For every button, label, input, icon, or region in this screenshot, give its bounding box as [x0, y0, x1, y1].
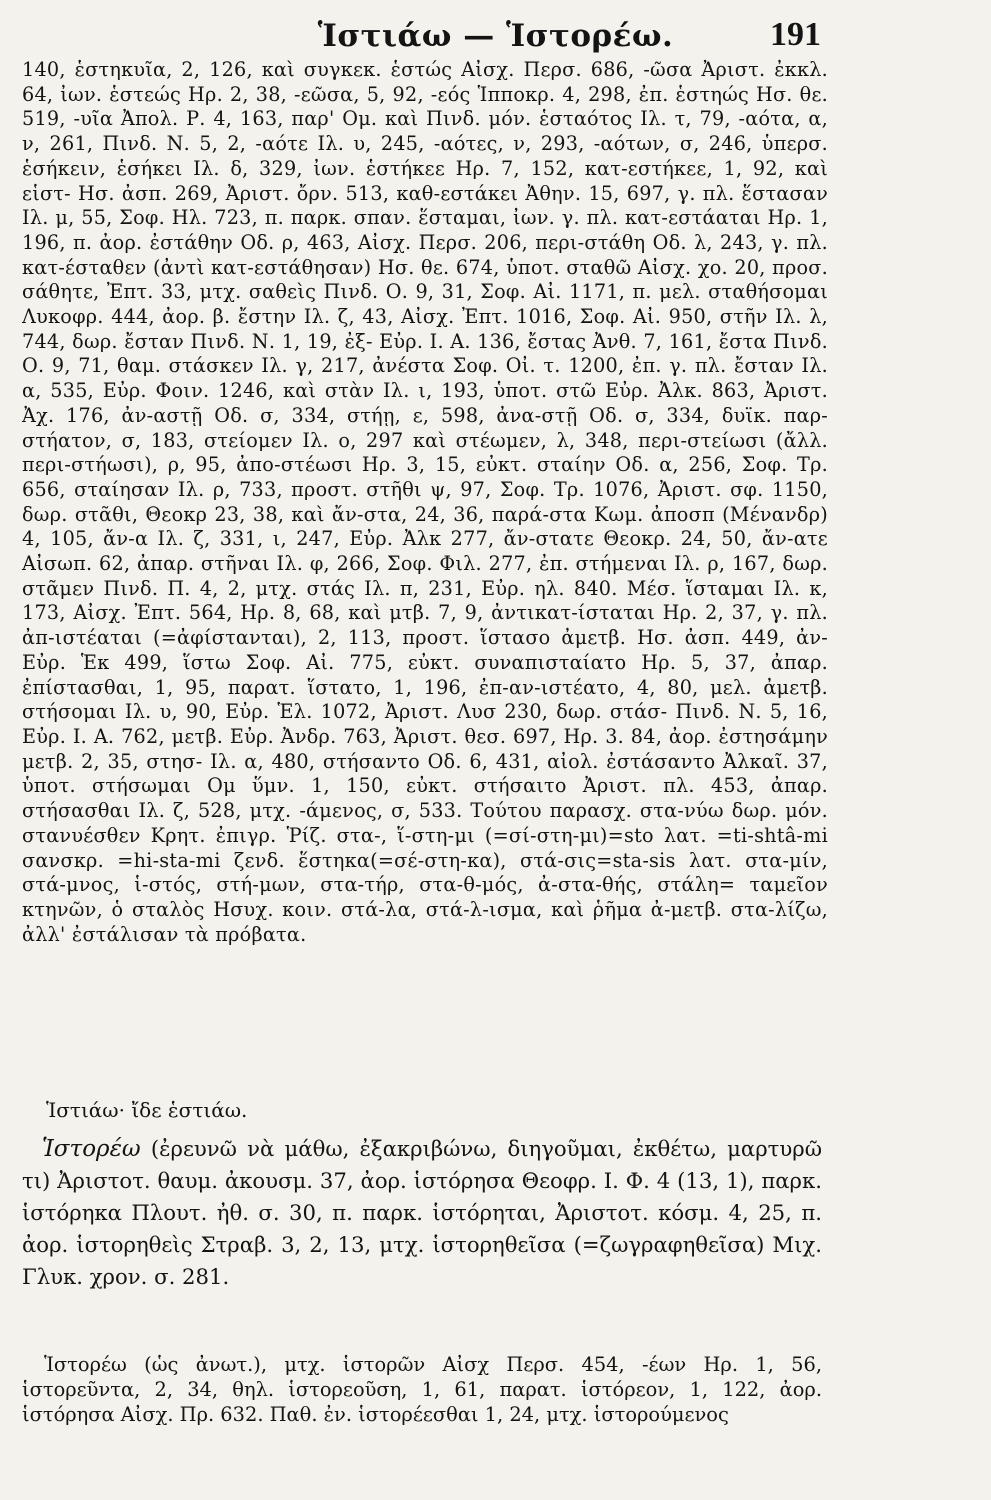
entry-historeo-ionic	[22, 1352, 822, 1427]
entry-histemi-continued	[22, 58, 828, 947]
entry-body: (ἐρευνῶ νὰ μάθω, ἐξακριβώνω, διηγοῦμαι, ἐκθέτω, μαρτυρῶ τι) Ἀριστοτ. θαυμ. ἀκουσμ. 37, ἀορ. ἱστόρησα Θεοφρ. Ι. Φ. 4 (13, 1), παρκ. ἱστόρηκα Πλουτ. ἠθ. σ. 30, π. παρκ. ἱστόρηται, Ἀριστοτ. κόσμ. 4, 25, π. ἀορ. ἱστορηθεὶς Στραβ. 3, 2, 13, μτχ. ἱστορηθεῖσα (=ζωγραφηθεῖσα) Μιχ. Γλυκ. χρον. σ. 281.	[22, 1136, 822, 1289]
entry-paragraph	[22, 1133, 822, 1293]
entry-text: 140, ἑστηκυῖα, 2, 126, καὶ συγκεκ. ἑστώς Αἰσχ. Περσ. 686, -ῶσα Ἀριστ. ἐκκλ. 64, ἰων. ἑστεώς Ηρ. 2, 38, -εῶσα, 5, 92, -εός Ἱπποκρ. 4, 298, ἐπ. ἑστηώς Ησ. θε. 519, -υῖα Ἀπολ. Ρ. 4, 163, παρ' Ομ. καὶ Πινδ. μόν. ἑσταότος Ιλ. τ, 79, -αότα, α, ν, 261, Πινδ. Ν. 5, 2, -αότε Ιλ. υ, 245, -αότες, ν, 293, -αότων, σ, 246, ὑπερσ. ἑσήκειν, ἑσήκει Ιλ. δ, 329, ἰων. ἑστήκεε Ηρ. 7, 152, κατ-εστήκεε, 1, 92, καὶ εἱστ- Ησ. ἀσπ. 269, Ἀριστ. ὄρν. 513, καθ-εστάκει Ἀθην. 15, 697, γ. πλ. ἕστασαν Ιλ. μ, 55, Σοφ. Ηλ. 723, π. παρκ. σπαν. ἕσταμαι, ἰων. γ. πλ. κατ-εστάαται Ηρ. 1, 196, π. ἀορ. ἐστάθην Οδ. ρ, 463, Αἰσχ. Περσ. 206, περι-στάθη Οδ. λ, 243, γ. πλ. κατ-έσταθεν (ἀντὶ κατ-εστάθησαν) Ησ. θε. 674, ὑποτ. σταθῶ Αἰσχ. χο. 20, προσ. σάθητε, Ἐπτ. 33, μτχ. σαθεὶς Πινδ. Ο. 9, 31, Σοφ. Αἰ. 1171, π. μελ. σταθήσομαι Λυκοφρ. 444, ἀορ. β. ἔστην Ιλ. ζ, 43, Αἰσχ. Ἐπτ. 1016, Σοφ. Αἰ. 950, στῆν Ιλ. λ, 744, δωρ. ἔσταν Πινδ. Ν. 1, 19, ἐξ- Εὐρ. Ι. Α. 136, ἔστας Ἀνθ. 7, 161, ἔστα Πινδ. Ο. 9, 71, θαμ. στάσκεν Ιλ. γ, 217, ἀνέστα Σοφ. Οἰ. τ. 1200, ἐπ. γ. πλ. ἔσταν Ιλ. α, 535, Εὐρ. Φοιν. 1246, καὶ στὰν Ιλ. ι, 193, ὑποτ. στῶ Εὐρ. Ἀλκ. 863, Ἀριστ. Ἀχ. 176, ἀν-αστῇ Οδ. σ, 334, στήῃ, ε, 598, ἀνα-στῇ Οδ. σ, 334, δυϊκ. παρ-στήατον, σ, 183, στείομεν Ιλ. ο, 297 καὶ στέωμεν, λ, 348, περι-στείωσι (ἄλλ. περι-στήωσι), ρ, 95, ἀπο-στέωσι Ηρ. 3, 15, εὐκτ. σταίην Οδ. α, 256, Σοφ. Τρ. 656, σταίησαν Ιλ. ρ, 733, προστ. στῆθι ψ, 97, Σοφ. Τρ. 1076, Ἀριστ. σφ. 1150, δωρ. στᾶθι, Θεοκρ 23, 38, καὶ ἄν-στα, 24, 36, παρά-στα Κωμ. ἀποσπ (Μένανδρ) 4, 105, ἄν-α Ιλ. ζ, 331, ι, 247, Εὐρ. Ἀλκ 277, ἄν-στατε Θεοκρ. 24, 50, ἄν-ατε Αἰσωπ. 62, ἀπαρ. στῆναι Ιλ. φ, 266, Σοφ. Φιλ. 277, ἐπ. στήμεναι Ιλ. ρ, 167, δωρ. στᾶμεν Πινδ. Π. 4, 2, μτχ. στάς Ιλ. π, 231, Εὐρ. ηλ. 840. Μέσ. ἵσταμαι Ιλ. κ, 173, Αἰσχ. Ἐπτ. 564, Ηρ. 8, 68, καὶ μτβ. 7, 9, ἀντικατ-ίσταται Ηρ. 2, 37, γ. πλ. ἀπ-ιστέαται (=ἀφίστανται), 2, 113, προστ. ἵστασο ἀμετβ. Ησ. ἀσπ. 449, ἀν- Εὐρ. Ἑκ 499, ἵστω Σοφ. Αἰ. 775, εὐκτ. συναπισταίατο Ηρ. 5, 37, ἀπαρ. ἐπίστασθαι, 1, 95, παρατ. ἵστατο, 1, 196, ἐπ-αν-ιστέατο, 4, 80, μελ. ἀμετβ. στήσομαι Ιλ. υ, 90, Εὐρ. Ἑλ. 1072, Ἀριστ. Λυσ 230, δωρ. στάσ- Πινδ. Ν. 5, 16, Εὐρ. Ι. Α. 762, μετβ. Εὐρ. Ἀνδρ. 763, Ἀριστ. θεσ. 697, Ηρ. 3. 84, ἀορ. ἐστησάμην μετβ. 2, 35, στησ- Ιλ. α, 480, στήσαντο Οδ. 6, 431, αἰολ. ἐστάσαντο Ἀλκαῖ. 37, ὑποτ. στήσωμαι Ομ ὕμν. 1, 150, εὐκτ. στήσαιτο Ἀριστ. πλ. 453, ἀπαρ. στήσασθαι Ιλ. ζ, 528, μτχ. -άμενος, σ, 533. Τούτου παρασχ. στα-νύω δωρ. μόν. στανυέσθεν Κρητ. ἐπιγρ. Ῥίζ. στα-, ἵ-στη-μι (=σί-στη-μι)=sto λατ. =ti-shtâ-mi σανσκρ. =hi-sta-mi ζενδ. ἕστηκα(=σέ-στη-κα), στά-σις=sta-sis λατ. στα-μίν, στά-μνος, ἱ-στός, στή-μων, στα-τήρ, στα-θ-μός, ἀ-στα-θής, στάλη= ταμεῖον κτηνῶν, ὁ σταλὸς Ησυχ. κοιν. στά-λα, στά-λ-ισμα, καὶ ῥῆμα ἀ-μετβ. στα-λίζω, ἀλλ' ἐστάλισαν τὰ πρόβατα.	[22, 58, 828, 946]
page-number: 191	[770, 16, 821, 53]
lemma-historeo: Ἱστορέω	[42, 1136, 141, 1162]
running-head	[0, 16, 991, 60]
cross-reference-histiao: Ἱστιάω· ἴδε ἑστιάω.	[46, 1098, 248, 1122]
entry-historeo	[22, 1133, 822, 1293]
entry-paragraph-ionic: Ἱστορέω (ὡς ἀνωτ.), μτχ. ἱστορῶν Αἰσχ Περσ. 454, -έων Ηρ. 1, 56, ἱστορεῦντα, 2, 34, θηλ. ἱστορεοῦση, 1, 61, παρατ. ἱστόρεον, 1, 122, ἀορ. ἱστόρησα Αἰσχ. Πρ. 632. Παθ. ἐν. ἱστορέεσθαι 1, 24, μτχ. ἱστορούμενος	[22, 1353, 822, 1426]
page-header-title: Ἱστιάω — Ἱστορέω.	[317, 18, 674, 54]
